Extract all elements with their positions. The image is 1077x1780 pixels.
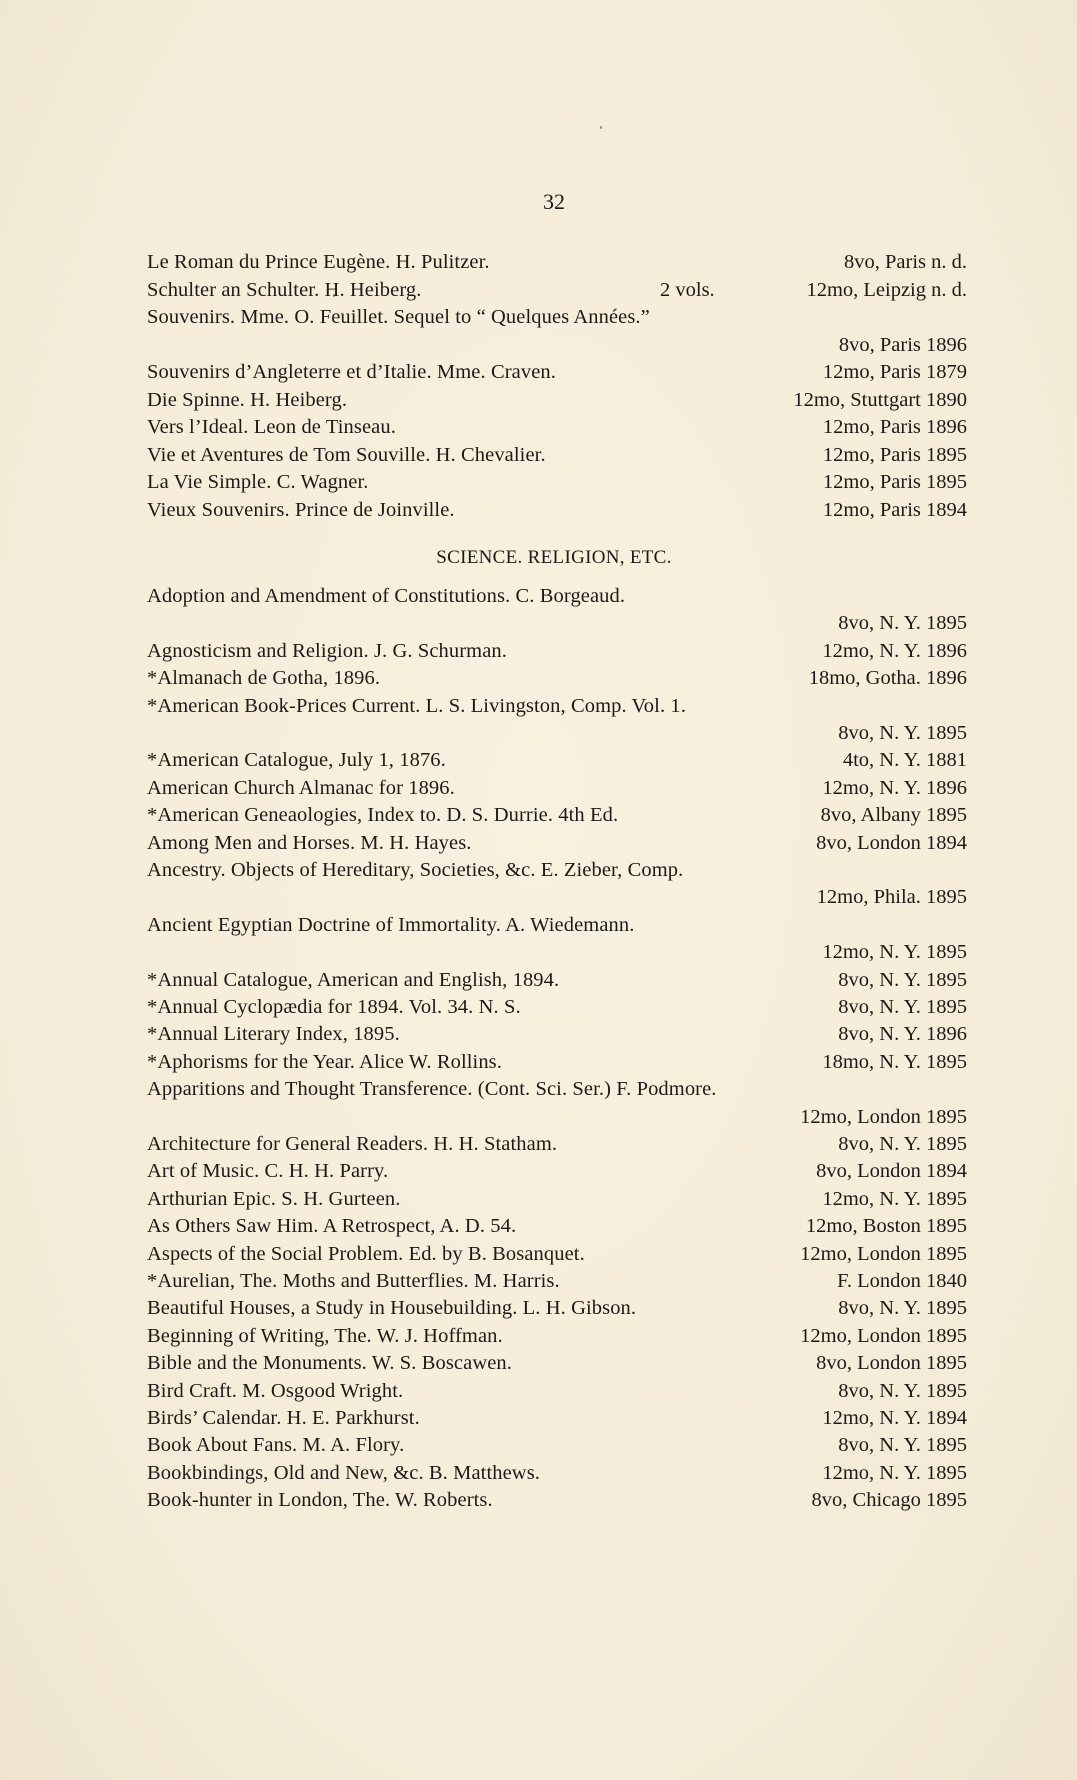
entry-imprint: 8vo, London 1895	[816, 1352, 967, 1375]
entry-imprint: 12mo, N. Y. 1895	[822, 1187, 967, 1210]
entry-imprint: 8vo, N. Y. 1895	[838, 996, 967, 1018]
catalog-entry	[147, 469, 967, 495]
catalog-entry	[147, 1049, 967, 1075]
entry-title-author: *Aphorisms for the Year. Alice W. Rollins.	[147, 1050, 502, 1073]
entry-title-author: Architecture for General Readers. H. H. Statham.	[147, 1133, 558, 1155]
entry-title-author: As Others Saw Him. A Retrospect, A. D. 54.	[147, 1215, 517, 1238]
entry-imprint: 8vo, Chicago 1895	[811, 1489, 967, 1512]
entry-title-author: Birds’ Calendar. H. E. Parkhurst.	[147, 1407, 420, 1429]
entry-volumes: 2 vols.	[660, 278, 715, 301]
entry-imprint: 12mo, Phila. 1895	[816, 886, 967, 909]
entry-imprint: 12mo, London 1895	[800, 1105, 967, 1128]
entry-title-author: Vie et Aventures de Tom Souville. H. Chevalier.	[147, 443, 546, 466]
catalog-entry	[147, 912, 967, 938]
entry-title-author: Ancient Egyptian Doctrine of Immortality. A. Wiedemann.	[147, 913, 635, 936]
catalog-entry	[147, 994, 967, 1020]
catalog-entry	[147, 1405, 967, 1431]
catalog-entry	[147, 359, 967, 385]
catalog-entry	[147, 1323, 967, 1349]
catalog-entry	[147, 775, 967, 801]
catalog-entry	[147, 884, 967, 910]
entry-title-author: Book-hunter in London, The. W. Roberts.	[147, 1489, 493, 1512]
catalog-entry	[147, 1131, 967, 1157]
entry-title-author: Bookbindings, Old and New, &c. B. Matthews.	[147, 1461, 541, 1484]
catalog-entry	[147, 1432, 967, 1458]
entry-imprint: 12mo, N. Y. 1895	[822, 941, 967, 964]
catalog-entry	[147, 497, 967, 523]
entry-imprint: 12mo, Paris 1894	[822, 498, 967, 521]
entry-title-author: *Almanach de Gotha, 1896.	[147, 667, 381, 690]
catalog-entry	[147, 249, 967, 275]
catalog-entry	[147, 747, 967, 773]
entry-imprint: 18mo, Gotha. 1896	[808, 667, 967, 690]
catalog-entry	[147, 1186, 967, 1212]
entry-title-author: Adoption and Amendment of Constitutions. C. Borgeaud.	[147, 585, 626, 607]
entry-title-author: Apparitions and Thought Transference. (Cont. Sci. Ser.) F. Podmore.	[147, 1078, 717, 1101]
entry-imprint: 12mo, Leipzig n. d.	[806, 278, 967, 301]
catalog-entry	[147, 1241, 967, 1267]
entry-title-author: Souvenirs d’Angleterre et d’Italie. Mme. Craven.	[147, 361, 556, 384]
entry-imprint: 8vo, N. Y. 1895	[838, 612, 967, 635]
catalog-entry	[147, 665, 967, 691]
entry-imprint: 8vo, N. Y. 1896	[838, 1023, 967, 1046]
entry-title-author: *Annual Cyclopædia for 1894. Vol. 34. N. S.	[147, 996, 521, 1018]
section-heading: SCIENCE. RELIGION, ETC.	[436, 547, 672, 568]
entry-imprint: 12mo, London 1895	[800, 1324, 967, 1347]
entry-title-author: *American Catalogue, July 1, 1876.	[147, 749, 446, 772]
entry-imprint: 8vo, London 1894	[816, 1160, 967, 1183]
catalog-entry	[147, 1158, 967, 1184]
catalog-entry	[147, 1076, 967, 1102]
entry-title-author: Ancestry. Objects of Hereditary, Societies, &c. E. Zieber, Comp.	[147, 859, 684, 881]
entry-title-author: *American Book-Prices Current. L. S. Livingston, Comp. Vol. 1.	[147, 694, 686, 717]
entry-title-author: La Vie Simple. C. Wagner.	[147, 471, 369, 494]
entry-imprint: 8vo, N. Y. 1895	[838, 1379, 967, 1402]
catalog-entry	[147, 802, 967, 828]
entry-title-author: Aspects of the Social Problem. Ed. by B. Bosanquet.	[147, 1242, 585, 1265]
entry-imprint: 12mo, N. Y. 1896	[822, 776, 967, 799]
catalog-entry	[147, 387, 967, 413]
catalog-entry	[147, 332, 967, 358]
entry-title-author: Le Roman du Prince Eugène. H. Pulitzer.	[147, 251, 490, 273]
entry-title-author: *Aurelian, The. Moths and Butterflies. M. Harris.	[147, 1270, 560, 1292]
entry-imprint: 12mo, Paris 1895	[822, 471, 967, 494]
entry-imprint: 18mo, N. Y. 1895	[822, 1050, 967, 1073]
entry-title-author: Arthurian Epic. S. H. Gurteen.	[147, 1187, 401, 1210]
catalog-entry	[147, 583, 967, 609]
entry-imprint: 8vo, Albany 1895	[820, 804, 967, 827]
catalog-entry	[147, 939, 967, 965]
catalog-entry	[147, 1021, 967, 1047]
catalog-entry	[147, 1268, 967, 1294]
entry-title-author: Vieux Souvenirs. Prince de Joinville.	[147, 498, 455, 521]
entry-title-author: Agnosticism and Religion. J. G. Schurman.	[147, 639, 507, 662]
catalog-entry	[147, 830, 967, 856]
paper-speck	[600, 126, 602, 129]
catalog-entry	[147, 277, 967, 303]
catalog-entry	[147, 610, 967, 636]
catalog-entry	[147, 1104, 967, 1130]
catalog-entry	[147, 1378, 967, 1404]
entry-title-author: *Annual Literary Index, 1895.	[147, 1023, 400, 1046]
entry-imprint: 8vo, N. Y. 1895	[838, 722, 967, 744]
catalog-entry	[147, 1487, 967, 1513]
entry-title-author: Bible and the Monuments. W. S. Boscawen.	[147, 1352, 513, 1375]
catalog-entry	[147, 1350, 967, 1376]
entry-imprint: 12mo, Paris 1879	[822, 361, 967, 384]
entry-title-author: Beautiful Houses, a Study in Housebuilding. L. H. Gibson.	[147, 1297, 637, 1320]
entry-imprint: 8vo, N. Y. 1895	[838, 1434, 967, 1457]
entry-imprint: 4to, N. Y. 1881	[842, 749, 967, 772]
entry-imprint: 12mo, N. Y. 1896	[822, 639, 967, 662]
entry-title-author: *Annual Catalogue, American and English, 1894.	[147, 968, 560, 991]
entry-imprint: 8vo, N. Y. 1895	[838, 968, 967, 991]
catalog-entry	[147, 693, 967, 719]
entry-imprint: 8vo, N. Y. 1895	[838, 1297, 967, 1320]
entry-imprint: 8vo, N. Y. 1895	[838, 1133, 967, 1155]
catalog-entry	[147, 442, 967, 468]
entry-imprint: 8vo, London 1894	[816, 831, 967, 854]
entry-imprint: 12mo, London 1895	[800, 1242, 967, 1265]
entry-title-author: Book About Fans. M. A. Flory.	[147, 1434, 405, 1457]
entry-imprint: 12mo, N. Y. 1894	[822, 1407, 967, 1429]
entry-title-author: *American Geneaologies, Index to. D. S. Durrie. 4th Ed.	[147, 804, 619, 827]
entry-imprint: 12mo, Paris 1896	[822, 416, 967, 439]
entry-title-author: Vers l’Ideal. Leon de Tinseau.	[147, 416, 396, 439]
entry-title-author: Schulter an Schulter. H. Heiberg.	[147, 278, 422, 301]
catalog-entry	[147, 304, 967, 330]
entry-title-author: Among Men and Horses. M. H. Hayes.	[147, 831, 472, 854]
entry-imprint: 12mo, N. Y. 1895	[822, 1461, 967, 1484]
entry-imprint: 12mo, Boston 1895	[805, 1215, 967, 1238]
page-number: 32	[543, 189, 565, 214]
catalog-entry	[147, 638, 967, 664]
catalog-entry	[147, 1295, 967, 1321]
entry-title-author: Die Spinne. H. Heiberg.	[147, 388, 348, 411]
entry-title-author: Souvenirs. Mme. O. Feuillet. Sequel to “ Quelques Années.”	[147, 306, 650, 329]
entry-title-author: Bird Craft. M. Osgood Wright.	[147, 1379, 404, 1402]
catalog-entry	[147, 1460, 967, 1486]
entry-imprint: 8vo, Paris 1896	[838, 333, 967, 356]
entry-title-author: Beginning of Writing, The. W. J. Hoffman.	[147, 1324, 503, 1347]
entry-imprint: 12mo, Stuttgart 1890	[793, 388, 967, 411]
catalog-entry	[147, 720, 967, 746]
catalog-entry	[147, 1213, 967, 1239]
catalog-entry	[147, 967, 967, 993]
entry-title-author: American Church Almanac for 1896.	[147, 776, 455, 799]
entry-title-author: Art of Music. C. H. H. Parry.	[147, 1160, 389, 1183]
catalog-entry	[147, 414, 967, 440]
entry-imprint: F. London 1840	[837, 1270, 967, 1292]
catalog-entry	[147, 857, 967, 883]
entry-imprint: 8vo, Paris n. d.	[844, 251, 967, 273]
entry-imprint: 12mo, Paris 1895	[822, 443, 967, 466]
